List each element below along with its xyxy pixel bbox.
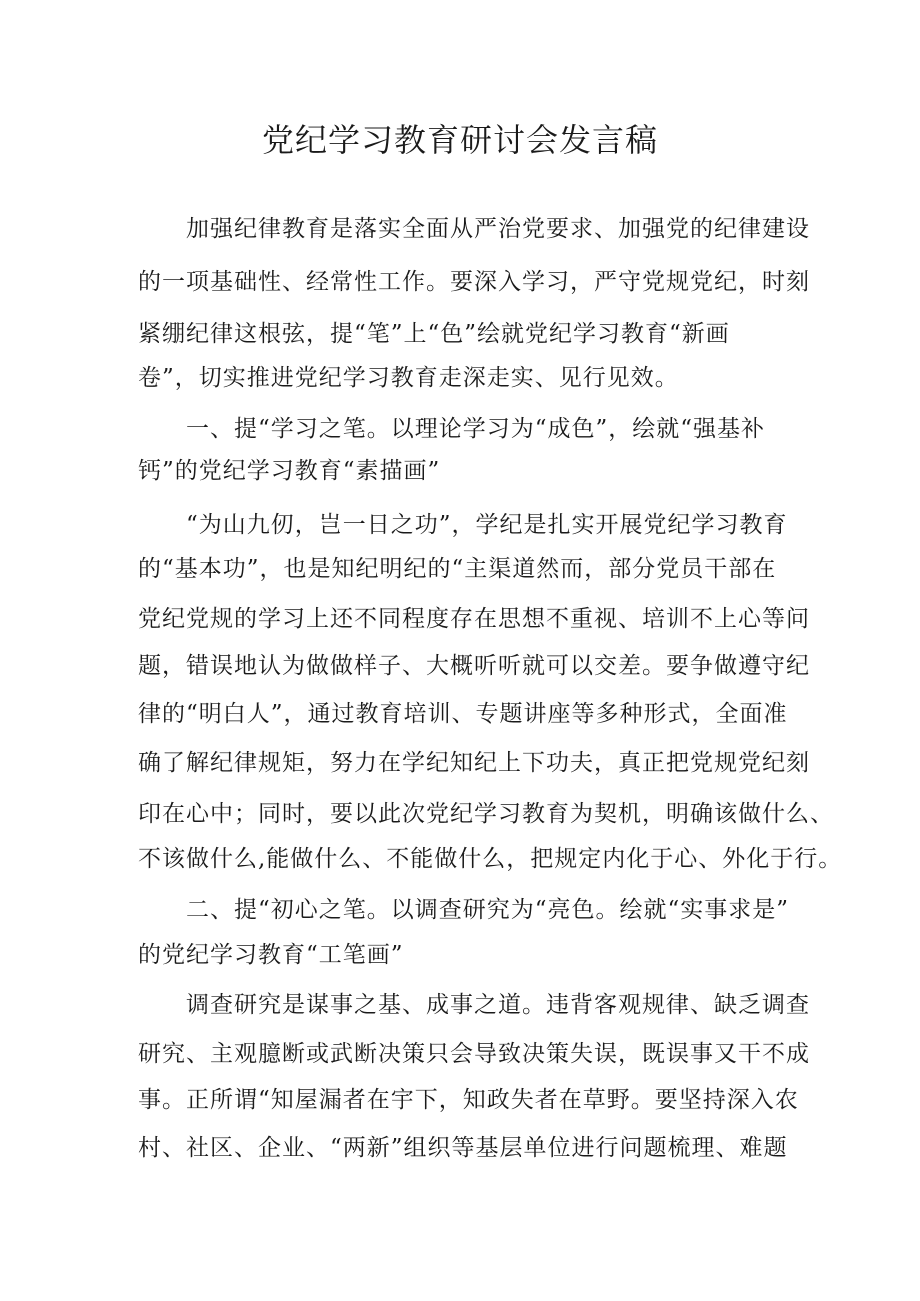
body-line: 的“基本功”，也是知纪明纪的“主渠道然而，部分党员干部在 — [138, 556, 777, 582]
body-line: “为山九仞，岂一日之功”，学纪是扎实开展党纪学习教育 — [138, 512, 788, 538]
body-line: 卷”，切实推进党纪学习教育走深走实、见行见效。 — [138, 365, 679, 391]
body-line: 研究、主观臆断或武断决策只会导致决策失误，既误事又干不成 — [138, 1041, 810, 1067]
body-line: 律的“明白人”，通过教育培训、专题讲座等多种形式，全面准 — [138, 701, 788, 727]
body-line: 不该做什么,能做什么、不能做什么，把规定内化于心、外化于行。 — [138, 846, 843, 872]
body-line: 加强纪律教育是落实全面从严治党要求、加强党的纪律建设 — [138, 216, 810, 242]
body-line: 一、提“学习之笔。以理论学习为“成色”，绘就“强基补 — [138, 416, 766, 442]
body-line: 钙”的党纪学习教育“素描画” — [138, 458, 441, 484]
document-title: 党纪学习教育研讨会发言稿 — [261, 121, 658, 159]
body-line: 的一项基础性、经常性工作。要深入学习，严守党规党纪，时刻 — [138, 269, 810, 295]
body-line: 紧绷纪律这根弦，提“笔”上“色”绘就党纪学习教育“新画 — [138, 321, 730, 347]
body-line: 党纪党规的学习上还不同程度存在思想不重视、培训不上心等问 — [138, 606, 810, 632]
body-line: 的党纪学习教育“工笔画” — [138, 942, 404, 968]
body-line: 题，错误地认为做做样子、大概听听就可以交差。要争做遵守纪 — [138, 653, 810, 679]
body-line: 村、社区、企业、“两新”组织等基层单位进行问题梳理、难题 — [138, 1135, 788, 1161]
body-line: 二、提“初心之笔。以调查研究为“亮色。绘就“实事求是” — [138, 897, 790, 923]
body-line: 调查研究是谋事之基、成事之道。违背客观规律、缺乏调查 — [138, 992, 810, 1018]
body-line: 事。正所谓“知屋漏者在宇下，知政失者在草野。要坚持深入农 — [138, 1087, 799, 1113]
body-line: 确了解纪律规矩，努力在学纪知纪上下功夫，真正把党规党纪刻 — [138, 750, 810, 776]
body-line: 印在心中；同时，要以此次党纪学习教育为契机，明确该做什么、 — [138, 801, 834, 827]
